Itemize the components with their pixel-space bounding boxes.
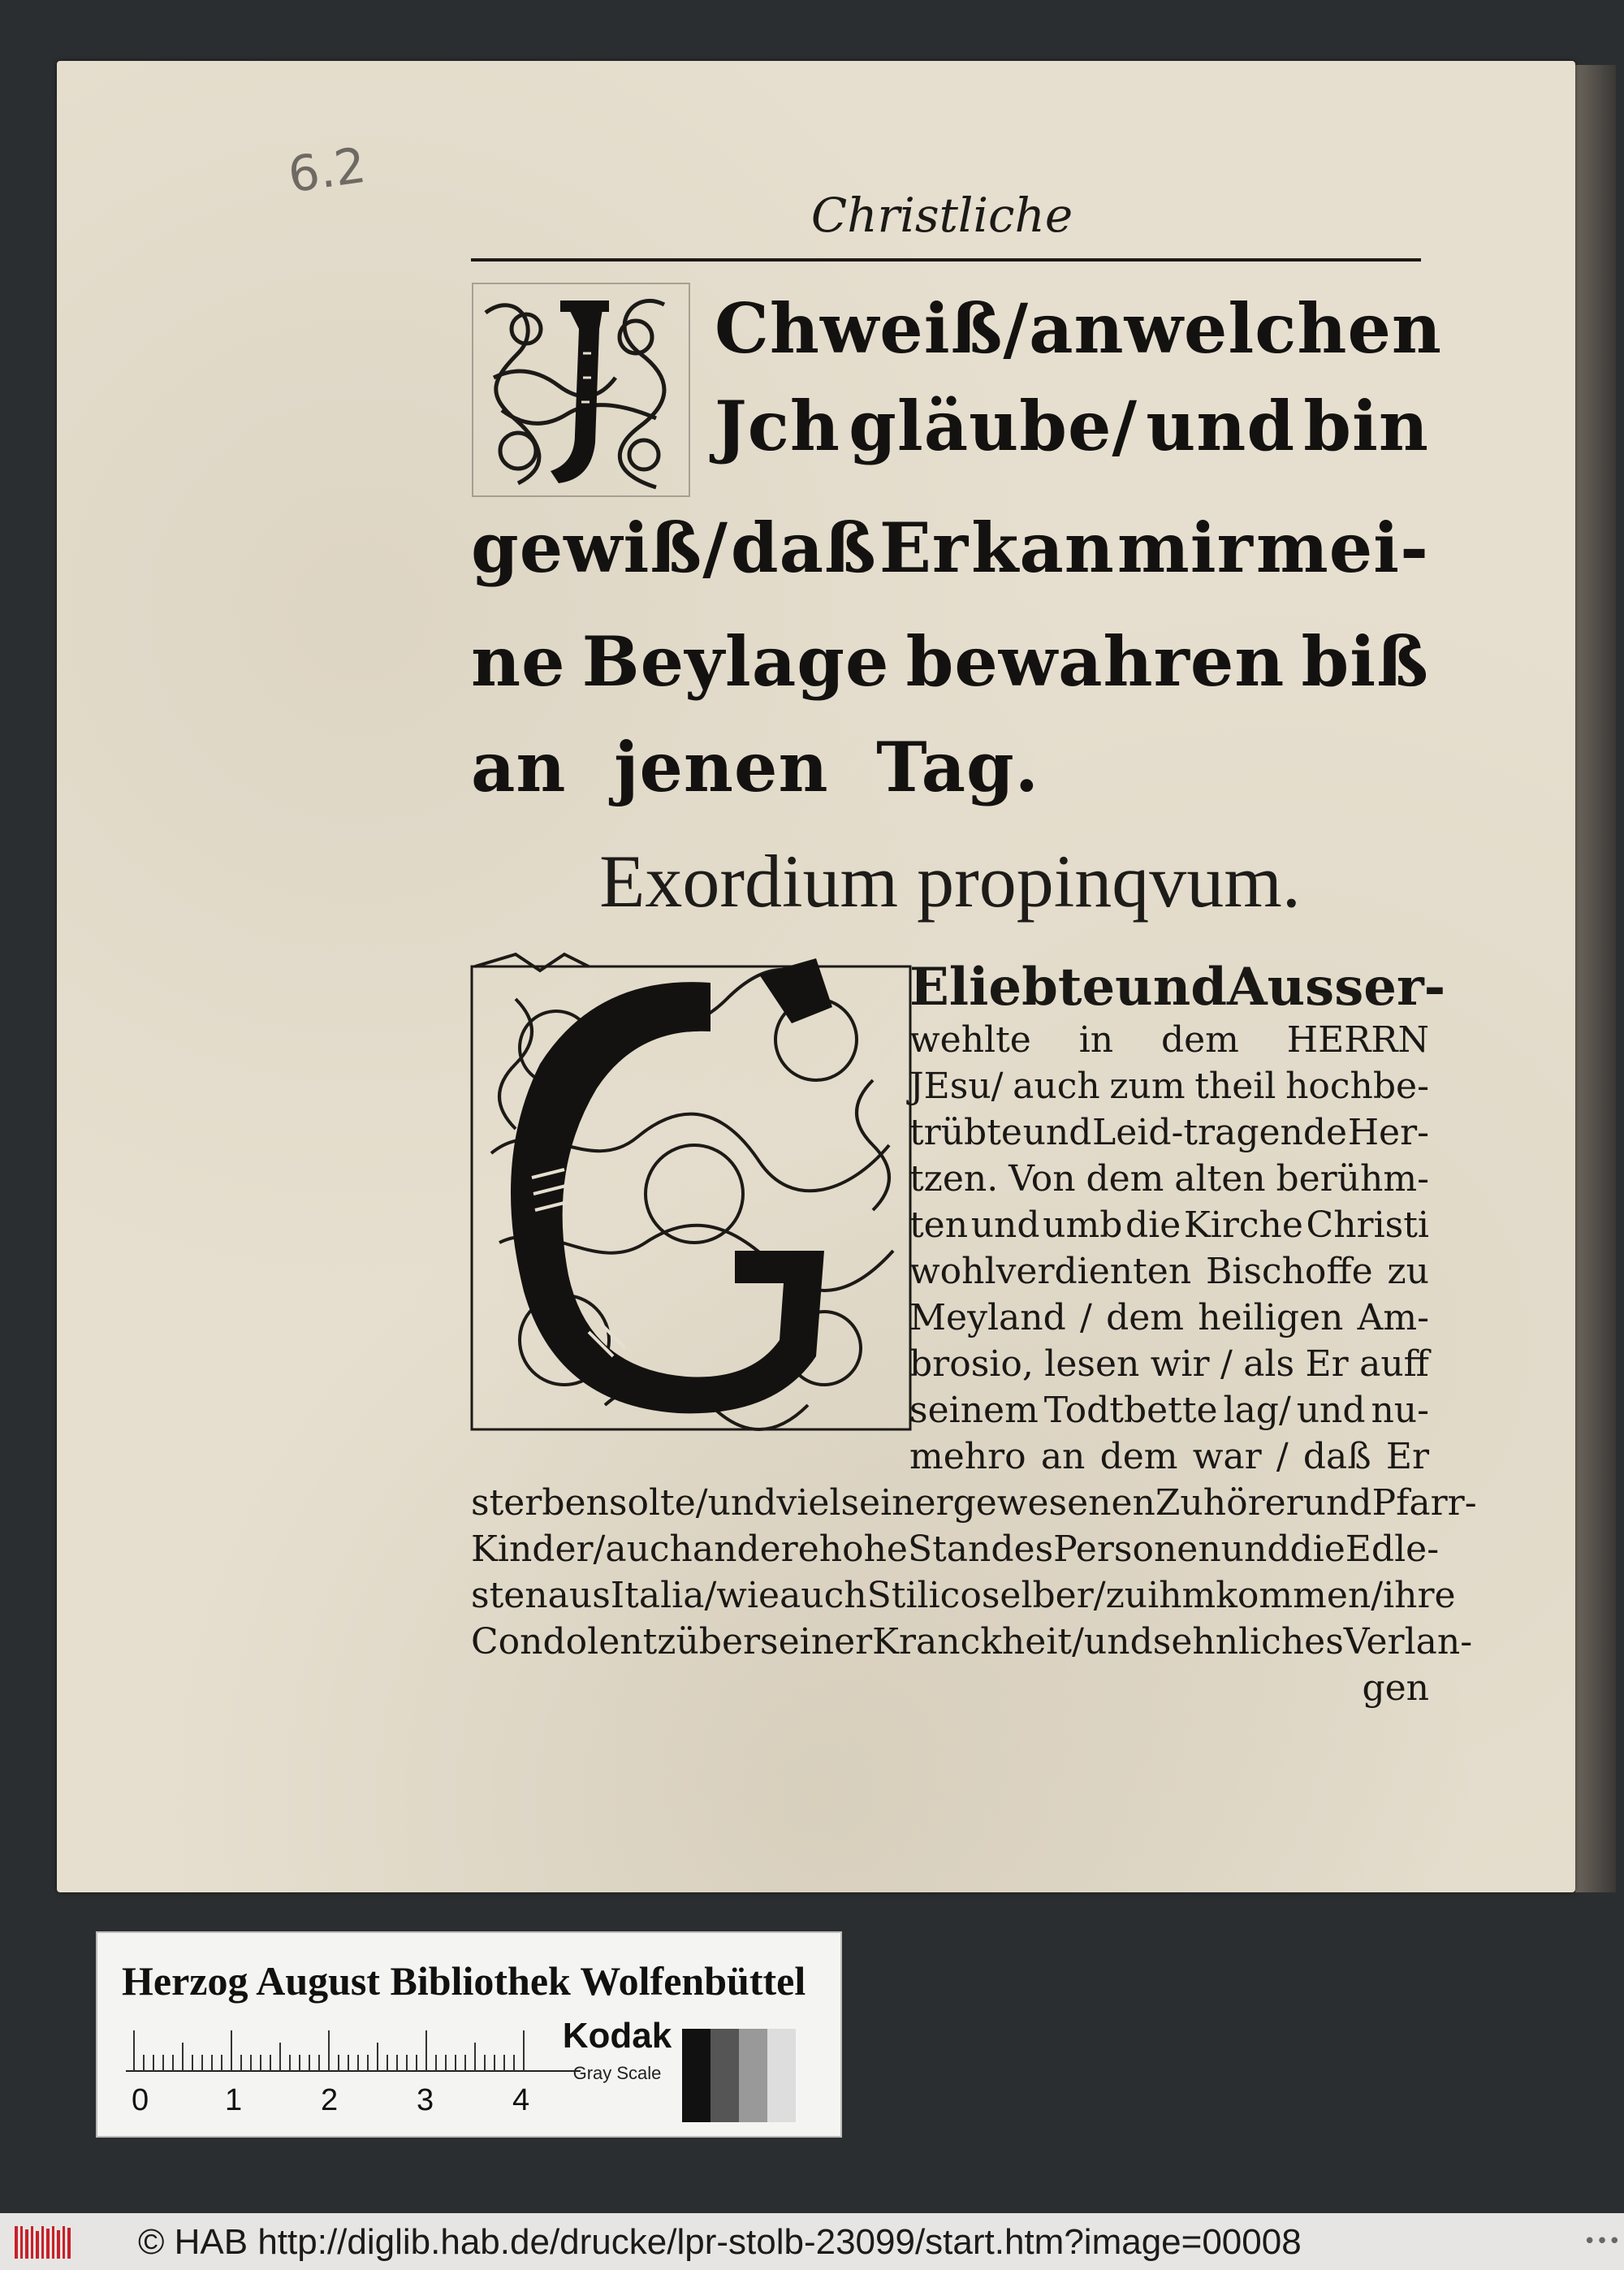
body-word: Kinder/ [471,1528,606,1570]
body-word: wohlverdienten [909,1251,1192,1292]
body-word: in [1078,1019,1114,1061]
verse-word: mei- [1255,508,1429,588]
body-word: kommen/ihre [1216,1575,1456,1616]
body-word: wir [1150,1343,1210,1385]
body-line-3 [909,1066,1429,1107]
body-word: dem [1086,1158,1164,1200]
verse-word: daß [730,508,877,588]
gray-patch [739,2029,767,2122]
body-word: JEsu/ [909,1066,1004,1107]
body-word: Pfarr- [1371,1482,1477,1524]
body-word: und [707,1482,777,1524]
verse-word: jenen [614,727,829,807]
verse-line-5 [471,727,1039,807]
body-word: hohe [818,1528,908,1570]
body-word: Personen [1053,1528,1221,1570]
catchword: gen [1362,1667,1429,1709]
gray-patch [767,2029,796,2122]
body-line-8 [909,1297,1429,1338]
body-word: die [1289,1528,1345,1570]
body-line-6 [909,1204,1429,1246]
decorated-initial-j [469,280,693,499]
body-word: Er [1305,1343,1349,1385]
footer-bar [0,2213,1624,2270]
ruler-scale [126,2026,581,2075]
body-word: seiner [840,1482,953,1524]
body-word: trübte [909,1112,1022,1153]
gray-patches [682,2029,796,2122]
body-line-13 [471,1528,1440,1570]
body-word: Verlan- [1343,1621,1473,1663]
body-line-15 [471,1621,1473,1663]
verse-word: bewahren [905,621,1285,702]
verse-word: welchen [1124,288,1443,369]
body-word: / [1080,1297,1092,1338]
body-word: selber/ [981,1575,1106,1616]
verse-word: ne [471,621,566,702]
body-word: als [1243,1343,1295,1385]
library-name: Herzog August Bibliothek Wolfenbüttel [122,1958,806,2004]
body-word: Bischoffe [1205,1251,1373,1292]
body-word: seinem [909,1390,1039,1431]
body-word: und [1083,1621,1153,1663]
ruler-number: 3 [417,2083,434,2117]
body-word: war [1192,1436,1262,1477]
body-word: auch [605,1528,693,1570]
body-line-1 [909,957,1446,1018]
body-word: auch [1013,1066,1100,1107]
body-word: Er [1385,1436,1429,1477]
body-word: über [676,1621,761,1663]
verse-word: Jch [715,386,840,466]
body-word: zum [1109,1066,1186,1107]
body-word: und [1115,957,1227,1018]
body-word: Zuhörer [1155,1482,1303,1524]
body-word: zu [1105,1575,1148,1616]
body-word: Todtbette [1043,1390,1218,1431]
body-word: / [1276,1436,1289,1477]
body-word: Christi [1306,1204,1429,1246]
verse-word: Beylage [581,621,890,702]
decorated-initial-g [467,950,918,1442]
body-word: Italia/wie [610,1575,780,1616]
color-calibration-card [96,1931,842,2138]
body-word: alten [1174,1158,1266,1200]
body-word: theil [1194,1066,1276,1107]
verse-word: Ch [715,288,820,369]
ruler-number: 0 [132,2083,149,2117]
body-line-11 [909,1436,1429,1477]
body-word: hochbe- [1285,1066,1429,1107]
verse-line-4 [471,621,1429,702]
body-word: Her- [1347,1112,1429,1153]
body-word: Eliebte [909,957,1116,1018]
verse-line-3 [471,508,1429,588]
verse-line-1 [715,288,1443,369]
verse-word: gläube/ [849,386,1138,466]
body-word: ten [909,1204,969,1246]
body-word: und [1296,1390,1366,1431]
verse-word: biß [1301,621,1429,702]
body-word: heiligen [1198,1297,1344,1338]
body-word: wehlte [909,1019,1031,1061]
body-word: aus [547,1575,611,1616]
body-word: auch [780,1575,867,1616]
body-line-7 [909,1251,1429,1292]
pencil-annotation: 6.2 [284,136,369,205]
ruler-numbers [114,2083,617,2120]
body-word: Ausser- [1226,957,1446,1018]
ruler-number: 1 [225,2083,243,2117]
running-head: Christliche [810,188,1073,243]
body-word: seiner [760,1621,873,1663]
body-word: Leid-tragende [1092,1112,1348,1153]
ruler-number: 4 [512,2083,530,2117]
kodak-logo: Kodak [562,2016,672,2056]
body-word: zu [1387,1251,1429,1292]
body-word: und [1220,1528,1290,1570]
verse-word: weiß/ [819,288,1030,369]
body-word: dem [1160,1019,1239,1061]
body-line-9 [909,1343,1429,1385]
header-rule [471,258,1421,262]
body-word: ihm [1147,1575,1216,1616]
body-word: solte/ [608,1482,708,1524]
ruler-number: 2 [321,2083,339,2117]
body-word: und [970,1204,1040,1246]
verse-word: kan [971,508,1115,588]
grayscale-label: Gray Scale [572,2063,662,2083]
body-word: lag/ [1223,1390,1291,1431]
body-word: daß [1302,1436,1371,1477]
body-line-12 [471,1482,1477,1524]
facing-page-edge [1575,65,1616,1892]
body-line-14 [471,1575,1456,1616]
body-word: sehnliches [1152,1621,1344,1663]
body-word: sterben [471,1482,609,1524]
verse-word: mir [1116,508,1254,588]
body-line-2 [909,1019,1429,1061]
verse-word: Er [879,508,970,588]
verse-word: gewiß/ [471,508,728,588]
copyright-url[interactable]: © HAB http://diglib.hab.de/drucke/lpr-stolb-23099/start.htm?image=00008 [138,2222,1302,2262]
body-word: gewesenen [952,1482,1155,1524]
body-word: Kirche [1183,1204,1303,1246]
section-heading: Exordium propinqvum. [599,840,1301,923]
body-word: Von [1009,1158,1076,1200]
verse-word: an [471,727,567,807]
verse-word: und [1146,386,1296,466]
body-word: umb [1043,1204,1123,1246]
body-word: auff [1359,1343,1429,1385]
body-line-5 [909,1158,1429,1200]
gray-patch [710,2029,739,2122]
body-word: an [1040,1436,1086,1477]
body-line-4 [909,1112,1429,1153]
body-line-10 [909,1390,1429,1431]
body-word: Standes [907,1528,1054,1570]
body-word: sten [471,1575,548,1616]
verse-word: bin [1303,386,1429,466]
body-word: HERRN [1286,1019,1429,1061]
gray-patch [682,2029,710,2122]
verse-line-2 [715,386,1429,466]
body-word: / [1220,1343,1233,1385]
body-word: andere [692,1528,819,1570]
more-options-icon[interactable]: ••• [1583,2229,1622,2254]
hab-logo-icon [15,2226,71,2259]
body-word: Stilico [866,1575,982,1616]
body-word: tzen. [909,1158,999,1200]
verse-word: Tag. [876,727,1039,807]
body-word: brosio, [909,1343,1034,1385]
body-word: viel [776,1482,841,1524]
verse-word: an [1029,288,1125,369]
body-word: berühm- [1276,1158,1429,1200]
body-word: die [1125,1204,1181,1246]
body-word: Meyland [909,1297,1066,1338]
body-word: Kranckheit/ [872,1621,1084,1663]
body-word: und [1302,1482,1372,1524]
body-word: Am- [1357,1297,1429,1338]
body-word: Edle- [1345,1528,1440,1570]
body-word: nu- [1371,1390,1429,1431]
body-word: dem [1106,1297,1184,1338]
body-word: mehro [909,1436,1026,1477]
body-word: dem [1099,1436,1178,1477]
body-word: Condolentz [471,1621,676,1663]
body-word: und [1022,1112,1092,1153]
body-word: lesen [1044,1343,1140,1385]
